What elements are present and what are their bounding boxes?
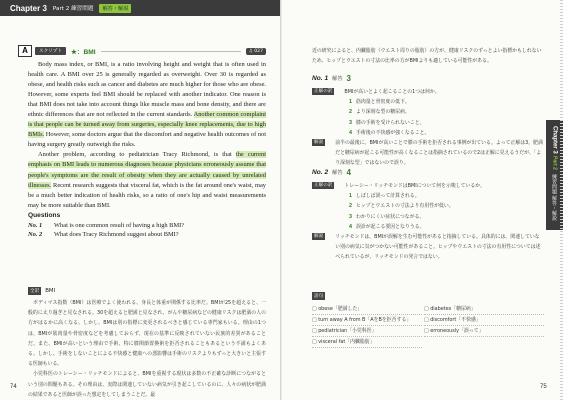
choice-text: 筋肉量と骨密度の低下。 [356, 99, 410, 106]
choice-number: 3 [349, 119, 352, 126]
choice-list [312, 97, 544, 138]
vocabulary-item: □ erroneously「誤って」 [424, 326, 544, 337]
vocabulary-item: □ pediatrician「小児科医」 [312, 326, 422, 337]
answer-number: No. 2 [312, 169, 329, 176]
part-title: Part 2 練習問題 [52, 6, 94, 12]
question-translation: BMIが高いとよく起こることの1つは何か。 [344, 89, 440, 95]
question-translation-tag: 正解の訳 [314, 183, 333, 188]
highlighted-evidence: Another common complaint is that people can be turned away from surgeries, especially knee replacements, due to high BMIs. [28, 111, 267, 139]
choice-text: しばしば誤って計算される。 [356, 193, 420, 200]
choice-item [349, 128, 544, 138]
question-translation-row [312, 181, 544, 191]
passage-paragraph [28, 150, 266, 210]
choice-text: ヒップとウエストの寸法より有用性が低い。 [356, 203, 454, 210]
choice-item [349, 97, 544, 107]
explanation-text: 前半の最後に、BMIが高いことで膝の手術を拒否される事例が出ている。よって正解は3。肥満だと糖尿病が起こる可能性が高くなることは指摘されているので2は正解に見えるうだが、「より深刻な型」ではないので誤り。 [335, 140, 543, 167]
audio-track-number: 027 [254, 48, 263, 54]
explanation-tag: 解説 [314, 140, 324, 146]
choice-text: 手術後の不快感が強くなること。 [356, 129, 430, 136]
side-tab-chapter: Chapter 3 [551, 126, 558, 154]
left-page [0, 0, 281, 400]
choice-number: 3 [349, 213, 352, 220]
question-text: What does Tracy Richmond suggest about BMI? [54, 230, 179, 238]
answer-label: 解答 [332, 170, 343, 176]
vocabulary-label: 語句 [314, 294, 324, 299]
side-tab-badge: 練習問題 解答・解説 [551, 173, 557, 220]
translation-title: BMI [45, 288, 56, 294]
choice-text: 膝の手術を受けられないこと。 [356, 119, 425, 126]
choice-item [349, 191, 544, 201]
vocabulary-grid [312, 304, 544, 348]
side-tab-part: Part 2 [551, 155, 558, 170]
question-translation-tag: 正解の訳 [314, 89, 333, 94]
choice-item [349, 212, 544, 222]
question-translation: トレーシー・リッチモンドはBMIについて何を示唆しているか。 [344, 183, 486, 189]
vocabulary-item: □ obese「肥満した」 [312, 304, 422, 315]
choice-item [349, 222, 544, 232]
answer-heading-2 [312, 168, 351, 177]
choice-number: 4 [349, 129, 352, 136]
explanation-tag: 解説 [314, 234, 324, 240]
passage-topic: ★：BMI [70, 49, 96, 56]
vocabulary-item: □ visceral fat「内臓脂肪」 [312, 337, 422, 348]
translation-continued: 近の研究によると、内臓脂肪（ウエスト周りの脂肪）の方が、健康リスクのずっとよい指標かもしれないため、ヒップとウエストの寸法の比率の方がBMIよりも適している可能性がある。 [312, 48, 542, 65]
translation-text [28, 298, 266, 400]
choice-number: 1 [349, 193, 352, 200]
questions-heading: Questions [28, 211, 61, 219]
passage-text-segment: Another problem, according to pediatrician Tracy Richmond, is that [38, 151, 236, 159]
answer-label: 解答 [332, 76, 343, 82]
question-item [28, 221, 266, 230]
audio-track-icon[interactable]: ♫ 027 [246, 48, 266, 55]
answer-block-1 [312, 87, 544, 169]
translation-paragraph: ボディマス指数（BMI）は医療でよく使われる、身長と体重が関係する比率だ。BMIが25を超えると、一般的に太り過ぎと見なされる。30を超えると肥満と見なされ、がんや糖尿病などの健康リスクは肥満の人の方がはるかに高くなる。しかし、BMIは別の指標に変更されるべきと感じている専門家もいる。理由の1つは、BMIが筋肉量や骨密度などを考慮しておらず、現在の基準に反映されていない民族的差異があることだ。また、BMIが高いという理由で手術、特に膝関節置換術を拒否されることもあるという不満もよくある。しかし、手術をしないことによる不快感と健康への悪影響は手術のリスクよりもずっと大きいと主張する医師もいる。 [28, 300, 266, 368]
explanation-row [312, 138, 544, 169]
choice-number: 1 [349, 99, 352, 106]
passage-text-segment: Body mass index, or BMI, is a ratio involving height and weight that is often used in health care. A BMI over 25 is generally regarded as overweight. Over 30 is regarded as obese, and health risks such as cancer and diabetes are much higher for those who are obese. However, some experts feel BMI should be replaced with another indicator. One reason is that BMI does not take into account things like muscle mass and bone density, and there are ethnic differences that are not reflected in the current standards. [28, 61, 266, 119]
divider [101, 51, 241, 52]
question-number: No. 1 [28, 221, 43, 229]
question-number: No. 2 [28, 230, 43, 238]
passage-text [28, 60, 266, 239]
passage-paragraph [28, 60, 266, 150]
choice-list [312, 191, 544, 232]
choice-item [349, 118, 544, 128]
script-header [18, 44, 266, 58]
chapter-title: Chapter 3 [10, 3, 47, 13]
vocabulary-item: □ turn away A from B「AをBを拒否する」 [312, 315, 422, 326]
vocabulary-item: □ discomfort「不快感」 [424, 315, 544, 326]
translation-paragraph: 小児科医のトレーシー・リッチモンドによると、BMIを重視する現状は多数の不正確な診断につながるという別の問題もある。その理由は、実際は関連していない病気が引き起こしているのに、人々の病状が肥満の結果であると医師が誤った想定をしてしまうことだ。最 [28, 371, 266, 398]
passage-text-segment: Recent research suggests that visceral fat, which is the fat around one's waist, may be a much better indication of health risks, so a ratio of one's hip and waist measurements may be more suitable than BMI. [28, 181, 266, 209]
answer-value: 4 [346, 168, 351, 177]
question-translation-row [312, 87, 544, 97]
explanation-text: リッチモンドは、BMIが誤解を生む可能性があると指摘している。具体的には、関連していない別の病気に気がつかない可能性があること。ヒップやウエストの寸法の有用性については述べられているが、リッチモンドの発言ではない。 [335, 234, 541, 261]
answer-value: 3 [346, 74, 351, 83]
choice-item [349, 107, 544, 117]
choice-number: 4 [349, 223, 352, 230]
choice-item [349, 201, 544, 211]
vocabulary-item: □ diabetes「糖尿病」 [424, 304, 544, 315]
chapter-header [0, 0, 281, 16]
translation-header [28, 287, 55, 295]
choice-number: 2 [349, 203, 352, 210]
page-number-left: 74 [10, 384, 17, 390]
answer-number: No. 1 [312, 75, 329, 82]
script-label: スクリプト [35, 47, 66, 55]
choice-number: 2 [349, 109, 352, 116]
passage-text-segment: However, some doctors argue that the discomfort and negative health outcomes of not having surgery greatly outweigh the risks. [28, 131, 266, 149]
highlighted-evidence: the current emphasis on BMI leads to numerous diagnoses because physicians erroneously assume that people's symptoms are the result of obesity when they are actually caused by unrelated illnesses. [28, 151, 266, 189]
answer-block-2 [312, 181, 544, 263]
section-badge: 解答・解説 [99, 4, 131, 13]
page-number-right: 75 [540, 384, 547, 390]
question-item [28, 230, 266, 239]
question-text: What is one common result of having a high BMI? [54, 221, 185, 229]
passage-letter: A [18, 45, 32, 57]
explanation-row [312, 232, 544, 263]
answer-heading-1 [312, 74, 351, 83]
vocabulary-box [312, 282, 544, 348]
choice-text: わかりにくい症状につながる。 [356, 213, 425, 220]
choice-text: 誤診が起こる要因となりうる。 [356, 223, 425, 230]
right-page [282, 0, 563, 400]
choice-text: より深刻な型の糖尿病。 [356, 109, 410, 116]
translation-tag: 全訳 [30, 289, 40, 294]
